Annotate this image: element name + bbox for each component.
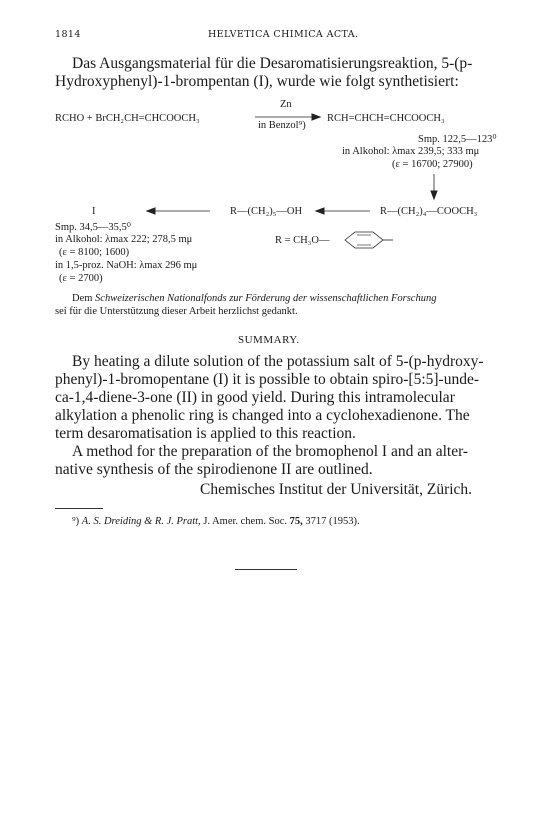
product1-uv: in Alkohol: λmax 239,5; 333 mμ — [342, 146, 480, 157]
summary-p1-line-4: alkylation a phenolic ring is changed into a cyclohexadienone. The — [55, 407, 470, 424]
reaction-arrow-left-2 — [147, 208, 210, 214]
acknowledgement-line-2: sei für die Unterstützung dieser Arbeit herzlichst gedankt. — [55, 306, 298, 317]
acknowledgement-line-1 — [72, 293, 436, 304]
summary-p1-line-5: term desaromatisation is applied to this reaction. — [55, 425, 356, 442]
summary-p2-line-2: native synthesis of the spirodienone II are outlined. — [55, 461, 373, 478]
summary-p2-line-1: A method for the preparation of the bromophenol I and an alter- — [72, 443, 469, 460]
final-mp: Smp. 34,5—35,5⁰ — [55, 222, 131, 233]
ack-fund-name: Schweizerischen Nationalfonds zur Förderung der wissenschaftlichen Forschung — [95, 293, 437, 304]
scheme-product-1: RCH=CHCH=CHCOOCH₃ — [327, 113, 445, 124]
scheme-compound-I: I — [92, 206, 96, 217]
intro-line-1: Das Ausgangsmaterial für die Desaromatisierungsreaktion, 5-(p- — [72, 55, 473, 72]
reaction-arrow-left-1 — [316, 208, 370, 214]
scheme-alcohol: R—(CH₂)₅—OH — [230, 206, 303, 217]
r-definition: R = CH₃O— — [275, 235, 330, 246]
summary-p1-line-1: By heating a dilute solution of the potassium salt of 5-(p-hydroxy- — [72, 353, 484, 370]
summary-heading: SUMMARY. — [238, 334, 300, 346]
summary-p1-line-3: ca-1,4-diene-3-one (II) in good yield. During this intramolecular — [55, 389, 455, 406]
ack-prefix: Dem — [72, 293, 96, 304]
final-epsilon-2: (ε = 2700) — [59, 273, 103, 284]
footnote-volume: 75, — [289, 516, 303, 527]
footnote-marker: ⁹) — [72, 516, 80, 527]
footnote-pages-year: 3717 (1953). — [305, 516, 360, 527]
footnote-journal: J. Amer. chem. Soc. — [203, 516, 288, 527]
end-rule — [235, 569, 297, 570]
scheme-reagent-bottom: in Benzol⁹) — [258, 120, 306, 131]
scheme-graphics — [0, 0, 552, 300]
footnote-9 — [72, 516, 360, 527]
reaction-arrow-down — [431, 174, 437, 199]
intro-line-2: Hydroxyphenyl)-1-brompentan (I), wurde wie folgt synthetisiert: — [55, 73, 459, 90]
footnote-rule — [55, 508, 103, 509]
final-uv-alcohol: in Alkohol: λmax 222; 278,5 mμ — [55, 234, 193, 245]
benzene-ring — [345, 232, 393, 248]
product1-mp: Smp. 122,5—123⁰ — [418, 134, 497, 145]
scheme-product-2: R—(CH₂)₄—COOCH₃ — [380, 206, 478, 217]
page-number: 1814 — [55, 29, 81, 40]
reaction-arrow-right — [255, 114, 320, 120]
journal-title: HELVETICA CHIMICA ACTA. — [208, 29, 359, 40]
final-epsilon-1: (ε = 8100; 1600) — [59, 247, 130, 258]
footnote-authors: A. S. Dreiding & R. J. Pratt, — [81, 516, 201, 527]
scheme-reagent-top: Zn — [280, 99, 292, 110]
scheme-reactants: RCHO + BrCH₂CH=CHCOOCH₃ — [55, 113, 200, 124]
final-uv-naoh: in 1,5-proz. NaOH: λmax 296 mμ — [55, 260, 198, 271]
summary-p1-line-2: phenyl)-1-bromopentane (I) it is possible to obtain spiro-[5:5]-unde- — [55, 371, 479, 388]
product1-epsilon: (ε = 16700; 27900) — [392, 159, 473, 170]
affiliation: Chemisches Institut der Universität, Zürich. — [200, 481, 473, 498]
